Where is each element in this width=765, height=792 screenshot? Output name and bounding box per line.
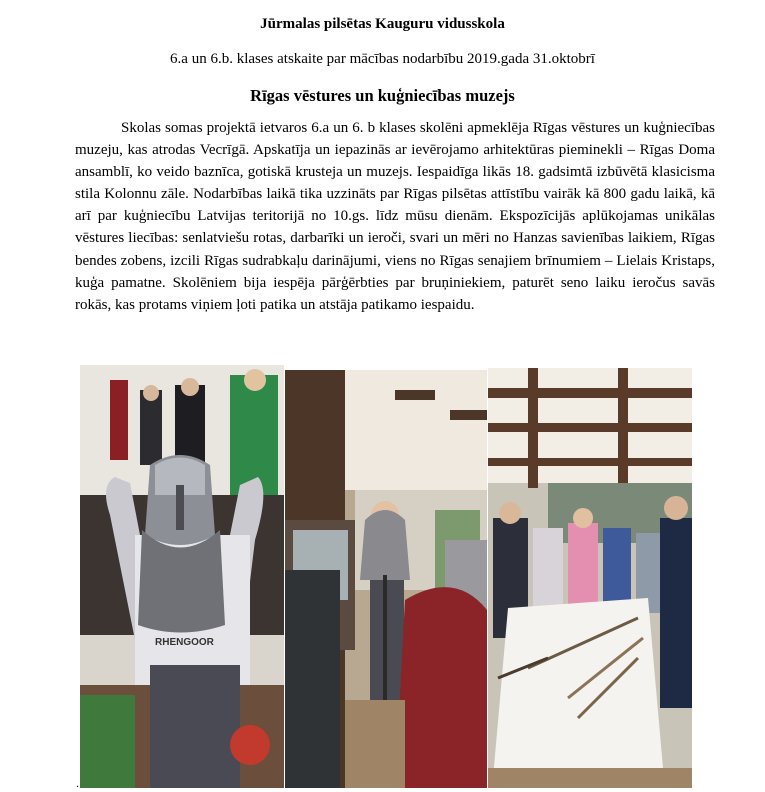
photo-museum-hall — [285, 370, 487, 788]
shirt-print: RHENGOOR — [155, 637, 214, 648]
photo-weapons-table — [488, 368, 692, 788]
weapons-table-photo-icon — [488, 368, 692, 788]
student-in-helmet-photo-icon — [80, 365, 284, 788]
report-subtitle: 6.a un 6.b. klases atskaite par mācības nodarbību 2019.gada 31.oktobrī — [170, 51, 595, 67]
article-title: Rīgas vēstures un kuģniecības muzejs — [250, 86, 515, 105]
footer-mark: . — [76, 776, 79, 790]
museum-hall-photo-icon — [285, 370, 487, 788]
photo-student-helmet — [80, 365, 284, 788]
school-name: Jūrmalas pilsētas Kauguru vidusskola — [260, 16, 505, 32]
article-paragraph: Skolas somas projektā ietvaros 6.a un 6. b klases skolēni apmeklēja Rīgas vēstures un kuģniecības muzeju, kas atrodas Vecrīgā. Apskatīja un iepazinās ar ievērojamo arhitektūras pieminekli – Rīgas Doma ansamblī, ko veido baznīca, gotiskā krusteja un muzejs. Iespaidīga likās 18. gadsimtā izbūvētā klasicisma stila Kolonnu zāle. Nodarbības laikā tika uzzināts par Rīgas pilsētas attīstību vairāk kā 800 gadu laikā, kā arī par kuģniecību Latvijas teritorijā no 10.gs. līdz mūsu dienām. Ekspozīcijās aplūkojamas unikālas vēstures liecības: senlatviešu rotas, darbarīki un ieroči, svari un mēri no Hanzas savienības laikiem, Rīgas bendes zobens, izcili Rīgas sudrabkaļu darinājumi, viens no Rīgas senajiem brīnumiem – Lielais Kristaps, kuģa pamatne. Skolēniem bija iespēja pārģērbties par bruņiniekiem, paturēt seno laiku ieročus savās rokās, kas protams viņiem ļoti patika un atstāja patikamo iespaidu. — [75, 120, 715, 313]
